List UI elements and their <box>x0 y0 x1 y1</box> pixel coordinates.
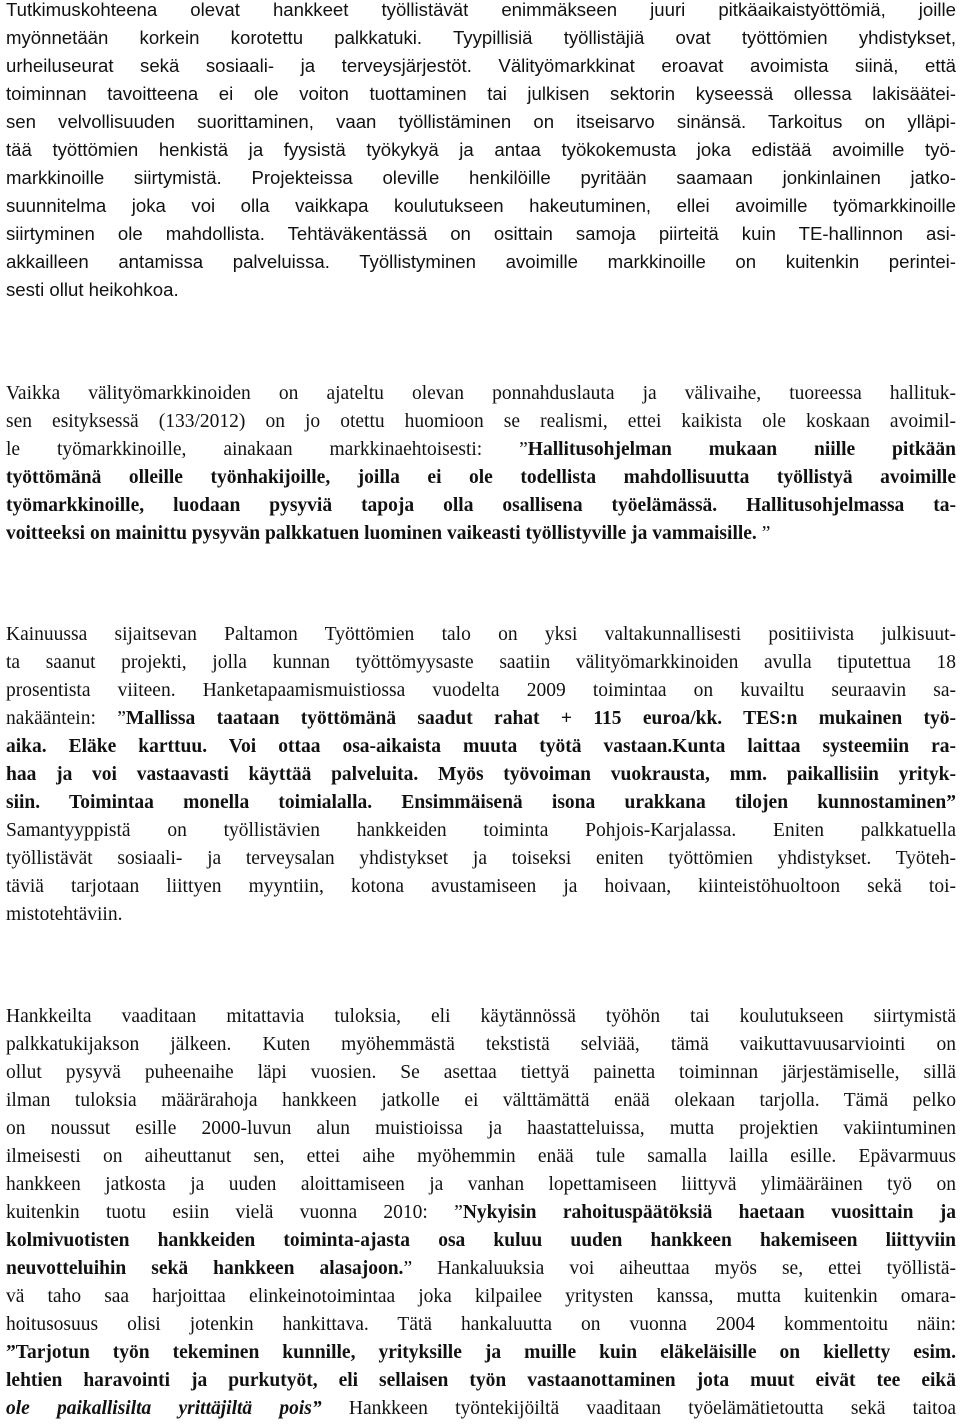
text-line <box>6 520 956 548</box>
text-line <box>6 380 956 408</box>
text-line <box>6 873 956 901</box>
text-line <box>6 1395 956 1423</box>
text-line <box>6 901 956 929</box>
text-line <box>6 1059 956 1087</box>
text-line <box>6 164 956 192</box>
text-line <box>6 276 956 304</box>
text-line <box>6 1087 956 1115</box>
text-run: työllistävät sosiaali- ja terveysalan yhdistykset ja toiseksi eniten työttömien yhdistykset. Työteh- <box>6 848 956 869</box>
text-line <box>6 192 956 220</box>
text-line <box>6 80 956 108</box>
text-run: sen esityksessä (133/2012) on jo otettu huomioon se realismi, ettei kaikista ole koskaan avoimil- <box>6 411 956 432</box>
text-run: Vaikka välityömarkkinoiden on ajateltu olevan ponnahduslauta ja välivaihe, tuoreessa hallituk- <box>6 383 956 404</box>
text-run: myönnetään korkein korotettu palkkatuki. Tyypillisiä työllistäjiä ovat työttömien yhdistykset, <box>6 27 956 48</box>
quoted-text: Mallissa taataan työttömänä saadut rahat + 115 euroa/kk. TES:n mukainen työ- <box>125 708 956 729</box>
text-run: urheiluseurat sekä sosiaali- ja terveysjärjestöt. Välityömarkkinat eroavat avoimista siinä, että <box>6 55 956 76</box>
text-line <box>6 24 956 52</box>
quoted-text: aika. Eläke karttuu. Voi ottaa osa-aikaista muuta työtä vastaan.Kunta laittaa systeemiin ra- <box>6 736 956 757</box>
text-run: ” <box>756 523 771 544</box>
text-run: Hankkeilta vaaditaan mitattavia tuloksia, eli käytännössä työhön tai koulutukseen siirtymistä <box>6 1006 956 1027</box>
text-line <box>6 1339 956 1367</box>
text-run: kuitenkin tuotu esiin vielä vuonna 2010: ” <box>6 1202 463 1223</box>
quoted-text: ole paikallisilta yrittäjiltä pois” <box>6 1398 322 1419</box>
text-run: ta saanut projekti, jolla kunnan työttömyysaste saatiin välityömarkkinoiden avulla tiputettua 18 <box>6 652 956 673</box>
text-line <box>6 136 956 164</box>
text-line <box>6 733 956 761</box>
text-run: mistotehtäviin. <box>6 904 123 925</box>
text-run: täviä tarjotaan liittyen myyntiin, kotona avustamiseen ja hoivaan, kiinteistöhuoltoon sekä toi- <box>6 876 956 897</box>
text-run: akkailleen antamissa palveluissa. Työllistyminen avoimille markkinoille on kuitenkin perintei- <box>6 251 956 272</box>
text-line <box>6 1311 956 1339</box>
text-line <box>6 677 956 705</box>
text-run: Hankkeen työntekijöiltä vaaditaan työelämätietoutta sekä taitoa <box>321 1398 956 1419</box>
text-run: ollut pysyvä puheenaihe läpi vuosien. Se asettaa tiettyä painetta toiminnan järjestämiselle, sillä <box>6 1062 956 1083</box>
text-line <box>6 108 956 136</box>
text-line <box>6 1255 956 1283</box>
text-run: vä taho saa harjoittaa elinkeinotoimintaa joka kilpailee yritysten kanssa, mutta kuitenkin omara- <box>6 1286 956 1307</box>
quoted-text: neuvotteluihin sekä hankkeen alasajoon. <box>6 1258 404 1279</box>
text-line <box>6 464 956 492</box>
text-run: Samantyyppistä on työllistävien hankkeiden toiminta Pohjois-Karjalassa. Eniten palkkatuella <box>6 820 956 841</box>
text-run: ” Hankaluuksia voi aiheuttaa myös se, ettei työllistä- <box>403 1258 956 1279</box>
text-run: ilman tuloksia määrärahoja hankkeen jatkolle ei välttämättä enää olekaan tarjolla. Tämä pelko <box>6 1090 956 1111</box>
text-run: markkinoille siirtymistä. Projekteissa oleville henkilöille pyritään saamaan jonkinlainen jatko- <box>6 167 956 188</box>
quoted-text: työmarkkinoille, luodaan pysyviä tapoja olla osallisena työelämässä. Hallitusohjelmassa ta- <box>6 495 956 516</box>
text-run: sesti ollut heikohkoa. <box>6 279 179 300</box>
text-run: palkkatukijakson jälkeen. Kuten myöhemmästä tekstistä selviää, tämä vaikuttavuusarviointi on <box>6 1034 956 1055</box>
text-line <box>6 1367 956 1395</box>
quoted-text: ”Tarjotun työn tekeminen kunnille, yrityksille ja muille kuin eläkeläisille on kielletty esim. <box>6 1342 956 1363</box>
text-run: ilmeisesti on aiheuttanut sen, ettei aihe myöhemmin enää tule samalla lailla esille. Epävarmuus <box>6 1146 956 1167</box>
text-line <box>6 1143 956 1171</box>
text-run: tää työttömien henkistä ja fyysistä työkykyä ja antaa työkokemusta joka edistää avoimille työ- <box>6 139 956 160</box>
text-run: toiminnan tavoitteena ei ole voiton tuottaminen tai julkisen sektorin kyseessä ollessa lakisäätei- <box>6 83 956 104</box>
quoted-text: kolmivuotisten hankkeiden toiminta-ajasta osa kuluu uuden hankkeen hakemiseen liittyviin <box>6 1230 956 1251</box>
text-line <box>6 0 956 24</box>
quoted-text: lehtien haravointi ja purkutyöt, eli sellaisen työn vastaanottaminen jota muut eivät tee eikä <box>6 1370 956 1391</box>
text-run: hoitusosuus olisi jotenkin hankittava. Tätä hankaluutta on vuonna 2004 kommentoitu näin: <box>6 1314 956 1335</box>
text-line <box>6 1227 956 1255</box>
quoted-text: Hallitusohjelman mukaan niille pitkään <box>527 439 956 460</box>
text-line <box>6 492 956 520</box>
text-line <box>6 408 956 436</box>
text-line <box>6 1031 956 1059</box>
text-run: le työmarkkinoille, ainakaan markkinaehtoisesti: ” <box>6 439 528 460</box>
text-line <box>6 220 956 248</box>
text-line <box>6 1283 956 1311</box>
text-run: on noussut esille 2000-luvun alun muistioissa ja haastatteluissa, mutta projektien vakiintuminen <box>6 1118 956 1139</box>
text-line <box>6 1171 956 1199</box>
text-line <box>6 248 956 276</box>
quoted-text: voitteeksi on mainittu pysyvän palkkatuen luominen vaikeasti työllistyville ja vammaisille. <box>6 523 757 544</box>
quoted-text: siin. Toimintaa monella toimialalla. Ensimmäisenä isona urakkana tilojen kunnostaminen” <box>6 792 956 813</box>
text-line <box>6 621 956 649</box>
quoted-text: työttömänä olleille työnhakijoille, joilla ei ole todellista mahdollisuutta työllistyä avoimille <box>6 467 956 488</box>
text-line <box>6 436 956 464</box>
text-line <box>6 761 956 789</box>
quoted-text: Nykyisin rahoituspäätöksiä haetaan vuosittain ja <box>462 1202 956 1223</box>
text-run: Kainuussa sijaitsevan Paltamon Työttömien talo on yksi valtakunnallisesti positiivista julkisuut- <box>6 624 956 645</box>
text-line <box>6 817 956 845</box>
quoted-text: haa ja voi vastaavasti käyttää palveluita. Myös työvoiman vuokrausta, mm. paikallisiin yrityk- <box>6 764 956 785</box>
text-run: Tutkimuskohteena olevat hankkeet työllistävät enimmäkseen juuri pitkäaikaistyöttömiä, joille <box>6 0 956 20</box>
text-line <box>6 1115 956 1143</box>
text-run: suunnitelma joka voi olla vaikkapa koulutukseen hakeutuminen, ellei avoimille työmarkkinoille <box>6 195 956 216</box>
text-line <box>6 1199 956 1227</box>
text-run: prosentista viiteen. Hanketapaamismuistiossa vuodelta 2009 toimintaa on kuvailtu seuraavin sa- <box>6 680 956 701</box>
text-line <box>6 1003 956 1031</box>
text-line <box>6 845 956 873</box>
text-run: hankkeen jatkosta ja uuden aloittamiseen ja vanhan lopettamiseen liittyvä ylimääräinen työ on <box>6 1174 956 1195</box>
text-run: siirtyminen ole mahdollista. Tehtäväkentässä on osittain samoja piirteitä kuin TE-hallinnon asi- <box>6 223 956 244</box>
text-line <box>6 649 956 677</box>
text-line <box>6 705 956 733</box>
text-run: nakääntein: ” <box>6 708 126 729</box>
text-run: sen velvollisuuden suorittaminen, vaan työllistäminen on itseisarvo sinänsä. Tarkoitus on ylläpi- <box>6 111 956 132</box>
text-line <box>6 789 956 817</box>
text-line <box>6 52 956 80</box>
